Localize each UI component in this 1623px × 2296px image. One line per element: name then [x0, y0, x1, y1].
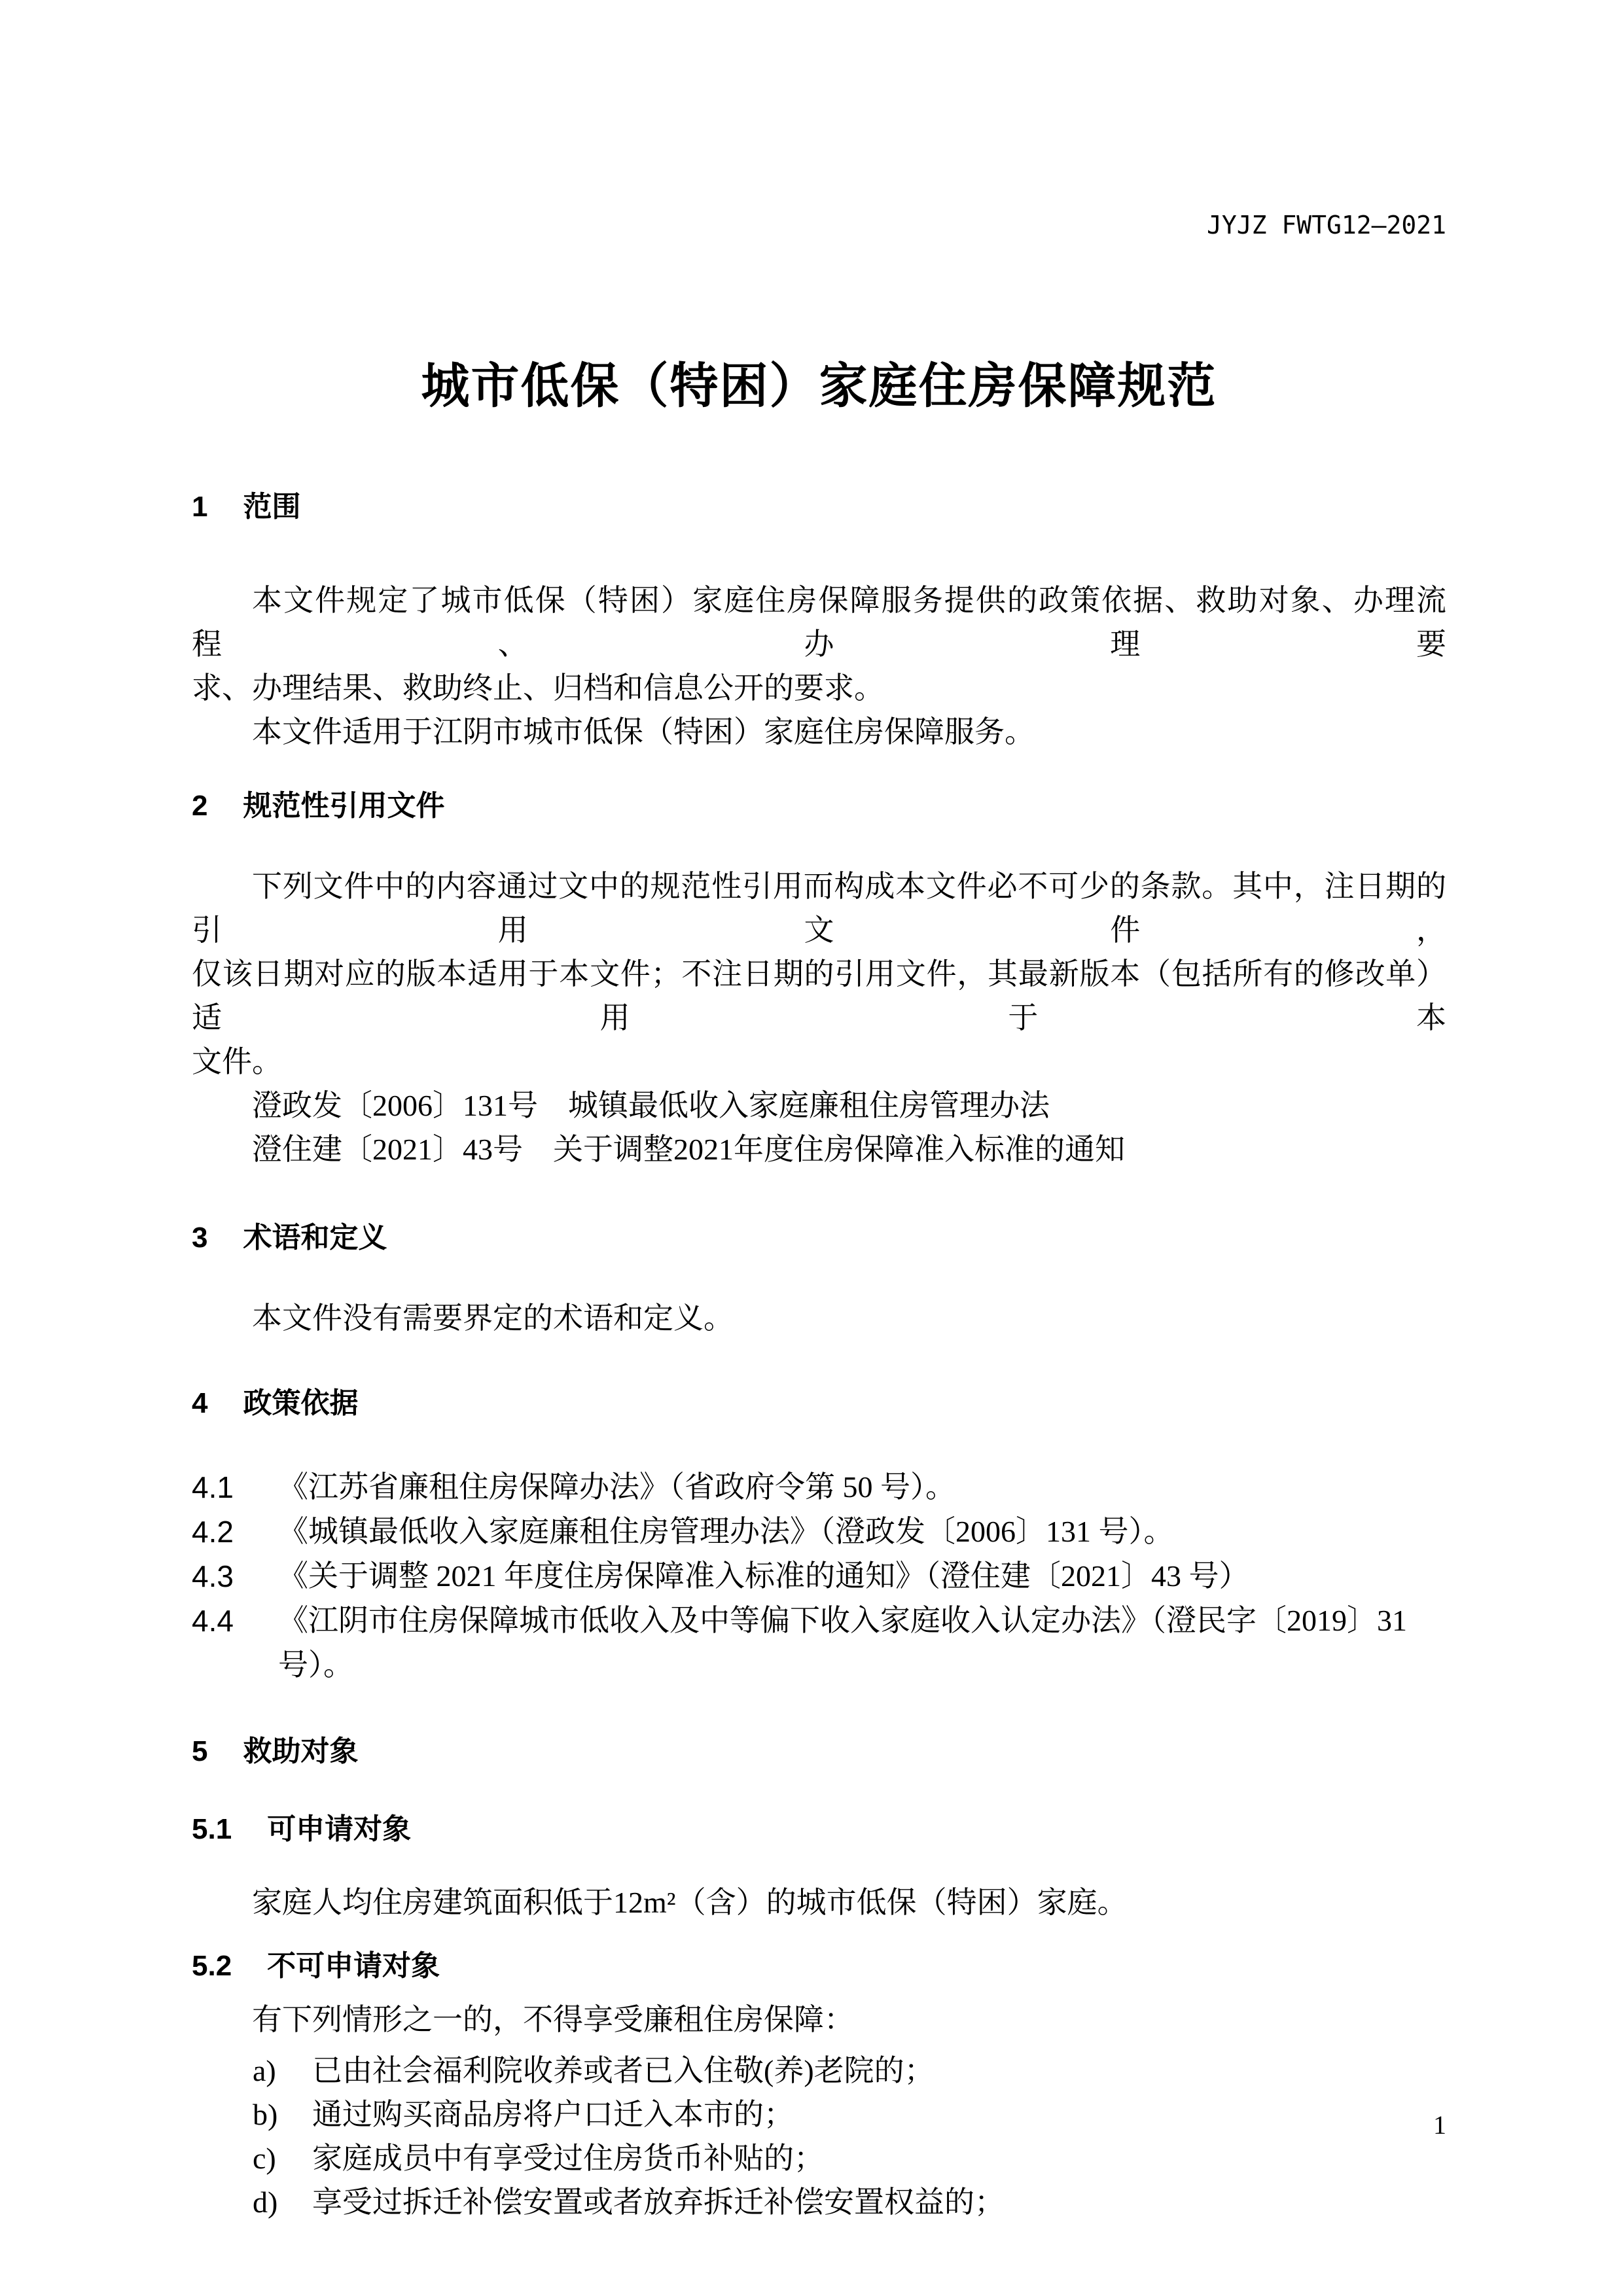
paragraph-line: 文件。: [192, 1045, 282, 1078]
section-heading-4: [192, 1381, 1446, 1425]
item-letter: c): [253, 2142, 276, 2175]
paragraph-line: 求、办理结果、救助终止、归档和信息公开的要求。: [192, 671, 884, 705]
section-heading-5-2: [192, 1944, 1446, 1988]
section-heading-1: [192, 485, 1446, 529]
item-text: 通过购买商品房将户口迁入本市的；: [312, 2098, 794, 2131]
clause-item: [192, 1510, 1446, 1554]
section-heading-2: [192, 784, 1446, 828]
paragraph-line: 本文件没有需要界定的术语和定义。: [252, 1301, 734, 1335]
item-text: 家庭成员中有享受过住房货币补贴的；: [312, 2142, 824, 2175]
paragraph-line: 本文件适用于江阴市城市低保（特困）家庭住房保障服务。: [252, 715, 1035, 749]
clause-number: 4.3: [192, 1559, 234, 1593]
lettered-item: [192, 2180, 1446, 2224]
lettered-list: [192, 2049, 1446, 2224]
section-number: 2: [192, 790, 208, 822]
item-text: 已由社会福利院收养或者已入住敬(养)老院的；: [312, 2054, 935, 2087]
document-code: JYJZ FWTG12—2021: [1206, 211, 1446, 239]
paragraph-line: 本文件规定了城市低保（特困）家庭住房保障服务提供的政策依据、救助对象、办理流程、办理要: [192, 584, 1446, 661]
section-number: 5: [192, 1735, 208, 1767]
paragraph-line: 仅该日期对应的版本适用于本文件；不注日期的引用文件，其最新版本（包括所有的修改单）适用于本: [192, 957, 1446, 1034]
clause-text: 《关于调整 2021 年度住房保障准入标准的通知》（澄住建〔2021〕43 号）: [278, 1559, 1249, 1593]
clause-list: [192, 1465, 1446, 1687]
section-heading-5-1: [192, 1807, 1446, 1851]
item-text: 享受过拆迁补偿安置或者放弃拆迁补偿安置权益的；: [312, 2185, 1005, 2219]
clause-item: [192, 1554, 1446, 1598]
item-letter: d): [253, 2185, 278, 2219]
item-letter: a): [253, 2054, 276, 2087]
section-number: 4: [192, 1387, 208, 1419]
reference-item: 澄政发〔2006〕131号 城镇最低收入家庭廉租住房管理办法: [252, 1089, 1050, 1122]
clause-number: 4.2: [192, 1515, 234, 1549]
lettered-item: [192, 2093, 1446, 2136]
clause-number: 4.4: [192, 1604, 234, 1638]
clause-text: 《城镇最低收入家庭廉租住房管理办法》（澄政发〔2006〕131 号）。: [278, 1515, 1174, 1548]
page-title: 城市低保（特困）家庭住房保障规范: [421, 359, 1217, 413]
clause-item: [192, 1465, 1446, 1510]
page-number: 1: [1433, 2110, 1446, 2140]
section-number: 5.1: [192, 1813, 232, 1845]
paragraph-line: 下列文件中的内容通过文中的规范性引用而构成本文件必不可少的条款。其中，注日期的引用文件，: [192, 870, 1446, 947]
section-label: 术语和定义: [243, 1222, 387, 1254]
section-label: 救助对象: [243, 1735, 359, 1767]
section-number: 3: [192, 1222, 208, 1254]
section-label: 规范性引用文件: [243, 790, 445, 822]
section-number: 5.2: [192, 1950, 232, 1982]
section-heading-3: [192, 1216, 1446, 1260]
section-label: 不可申请对象: [267, 1950, 440, 1982]
section-label: 可申请对象: [267, 1813, 412, 1845]
item-letter: b): [253, 2098, 278, 2131]
section-heading-5: [192, 1729, 1446, 1773]
clause-text: 《江苏省廉租住房保障办法》（省政府令第 50 号）。: [278, 1470, 955, 1504]
paragraph-line: 有下列情形之一的，不得享受廉租住房保障：: [252, 2003, 854, 2036]
paragraph-line: 家庭人均住房建筑面积低于12m²（含）的城市低保（特困）家庭。: [252, 1886, 1128, 1919]
section-number: 1: [192, 491, 208, 523]
clause-number: 4.1: [192, 1470, 234, 1504]
clause-text: 《江阴市住房保障城市低收入及中等偏下收入家庭收入认定办法》（澄民字〔2019〕31 号）。: [278, 1604, 1407, 1682]
reference-item: 澄住建〔2021〕43号 关于调整2021年度住房保障准入标准的通知: [252, 1133, 1125, 1166]
lettered-item: [192, 2136, 1446, 2180]
lettered-item: [192, 2049, 1446, 2093]
section-label: 范围: [243, 491, 301, 523]
section-label: 政策依据: [243, 1387, 359, 1419]
clause-item: [192, 1598, 1446, 1687]
